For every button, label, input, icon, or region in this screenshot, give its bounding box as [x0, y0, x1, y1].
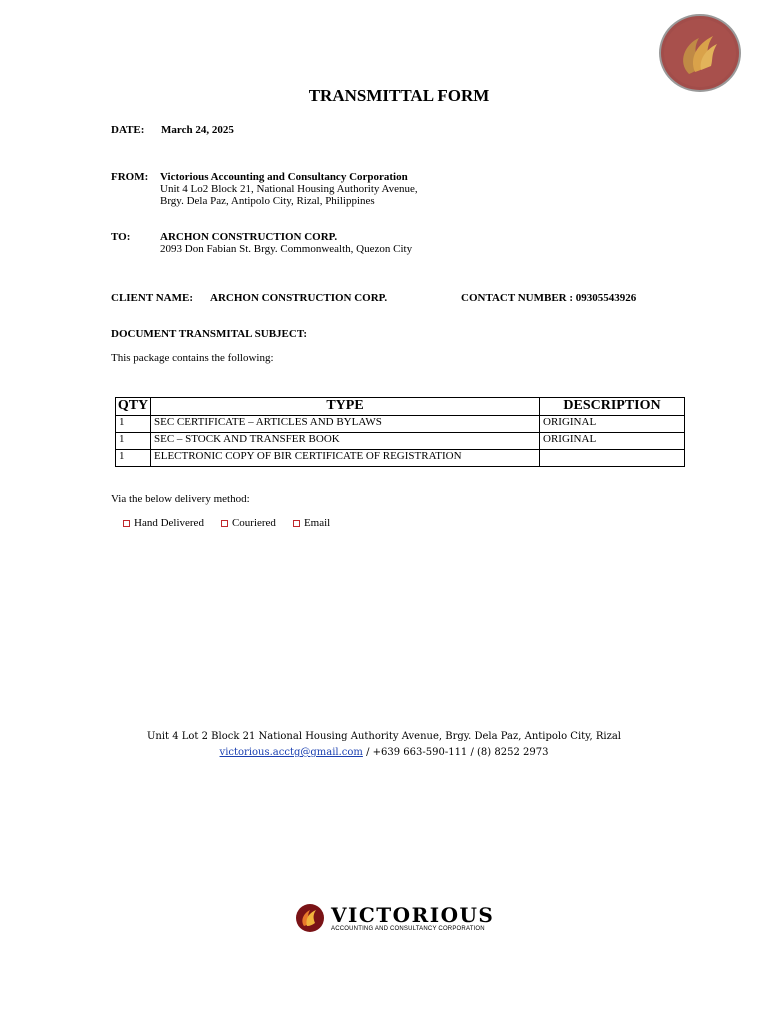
row-type: SEC – STOCK AND TRANSFER BOOK	[151, 433, 540, 450]
package-text: This package contains the following:	[111, 352, 274, 364]
brand-logo	[295, 903, 494, 933]
header-qty: QTY	[116, 398, 151, 416]
subject-heading: DOCUMENT TRANSMITAL SUBJECT:	[111, 328, 307, 340]
flame-logo-icon	[295, 903, 325, 933]
client-name-value: ARCHON CONSTRUCTION CORP.	[210, 292, 388, 304]
checkbox-icon[interactable]	[123, 520, 130, 527]
option-label: Email	[303, 517, 331, 529]
to-company: ARCHON CONSTRUCTION CORP.	[160, 231, 338, 243]
checkbox-icon[interactable]	[293, 520, 300, 527]
option-hand-delivered[interactable]	[123, 517, 204, 529]
footer-phones: / +639 663-590-111 / (8) 8252 2973	[362, 747, 549, 758]
table-header-row	[116, 398, 685, 416]
option-email[interactable]	[293, 517, 330, 529]
footer-email-link[interactable]: victorious.acctg@gmail.com	[219, 747, 363, 758]
table-row	[116, 450, 685, 467]
flame-logo-icon	[659, 14, 741, 92]
checkbox-icon[interactable]	[221, 520, 228, 527]
brand-subtitle: ACCOUNTING AND CONSULTANCY CORPORATION	[331, 925, 485, 932]
contact-number: CONTACT NUMBER : 09305543926	[461, 292, 637, 304]
date-value: March 24, 2025	[161, 124, 234, 136]
table-row	[116, 433, 685, 450]
from-label: FROM:	[111, 171, 149, 183]
to-label: TO:	[111, 231, 131, 243]
from-address-line2: Brgy. Dela Paz, Antipolo City, Rizal, Philippines	[160, 195, 375, 207]
to-block	[160, 231, 412, 255]
option-couriered[interactable]	[221, 517, 276, 529]
delivery-options	[123, 517, 347, 529]
header-type: TYPE	[151, 398, 540, 416]
row-qty: 1	[116, 433, 151, 450]
row-type: SEC CERTIFICATE – ARTICLES AND BYLAWS	[151, 416, 540, 433]
date-label: DATE:	[111, 124, 145, 136]
to-address: 2093 Don Fabian St. Brgy. Commonwealth, Quezon City	[160, 243, 413, 255]
footer-contact	[0, 747, 768, 758]
client-name-label: CLIENT NAME:	[111, 292, 194, 304]
option-label: Couriered	[231, 517, 276, 529]
delivery-intro: Via the below delivery method:	[111, 493, 250, 505]
option-label: Hand Delivered	[134, 517, 204, 529]
page-title: TRANSMITTAL FORM	[308, 86, 490, 105]
row-description: ORIGINAL	[540, 433, 685, 450]
table-row	[116, 416, 685, 433]
row-qty: 1	[116, 416, 151, 433]
row-description: ORIGINAL	[540, 416, 685, 433]
row-description	[540, 450, 685, 467]
row-type: ELECTRONIC COPY OF BIR CERTIFICATE OF REGISTRATION	[151, 450, 540, 467]
footer-address: Unit 4 Lot 2 Block 21 National Housing Authority Avenue, Brgy. Dela Paz, Antipolo City, Rizal	[146, 731, 622, 742]
from-company: Victorious Accounting and Consultancy Corporation	[160, 171, 408, 183]
from-block	[160, 171, 418, 207]
header-description: DESCRIPTION	[540, 398, 685, 416]
row-qty: 1	[116, 450, 151, 467]
brand-name: VICTORIOUS	[331, 902, 495, 927]
items-table	[115, 397, 685, 467]
from-address-line1: Unit 4 Lo2 Block 21, National Housing Authority Avenue,	[160, 183, 418, 195]
brand-text	[331, 902, 495, 932]
